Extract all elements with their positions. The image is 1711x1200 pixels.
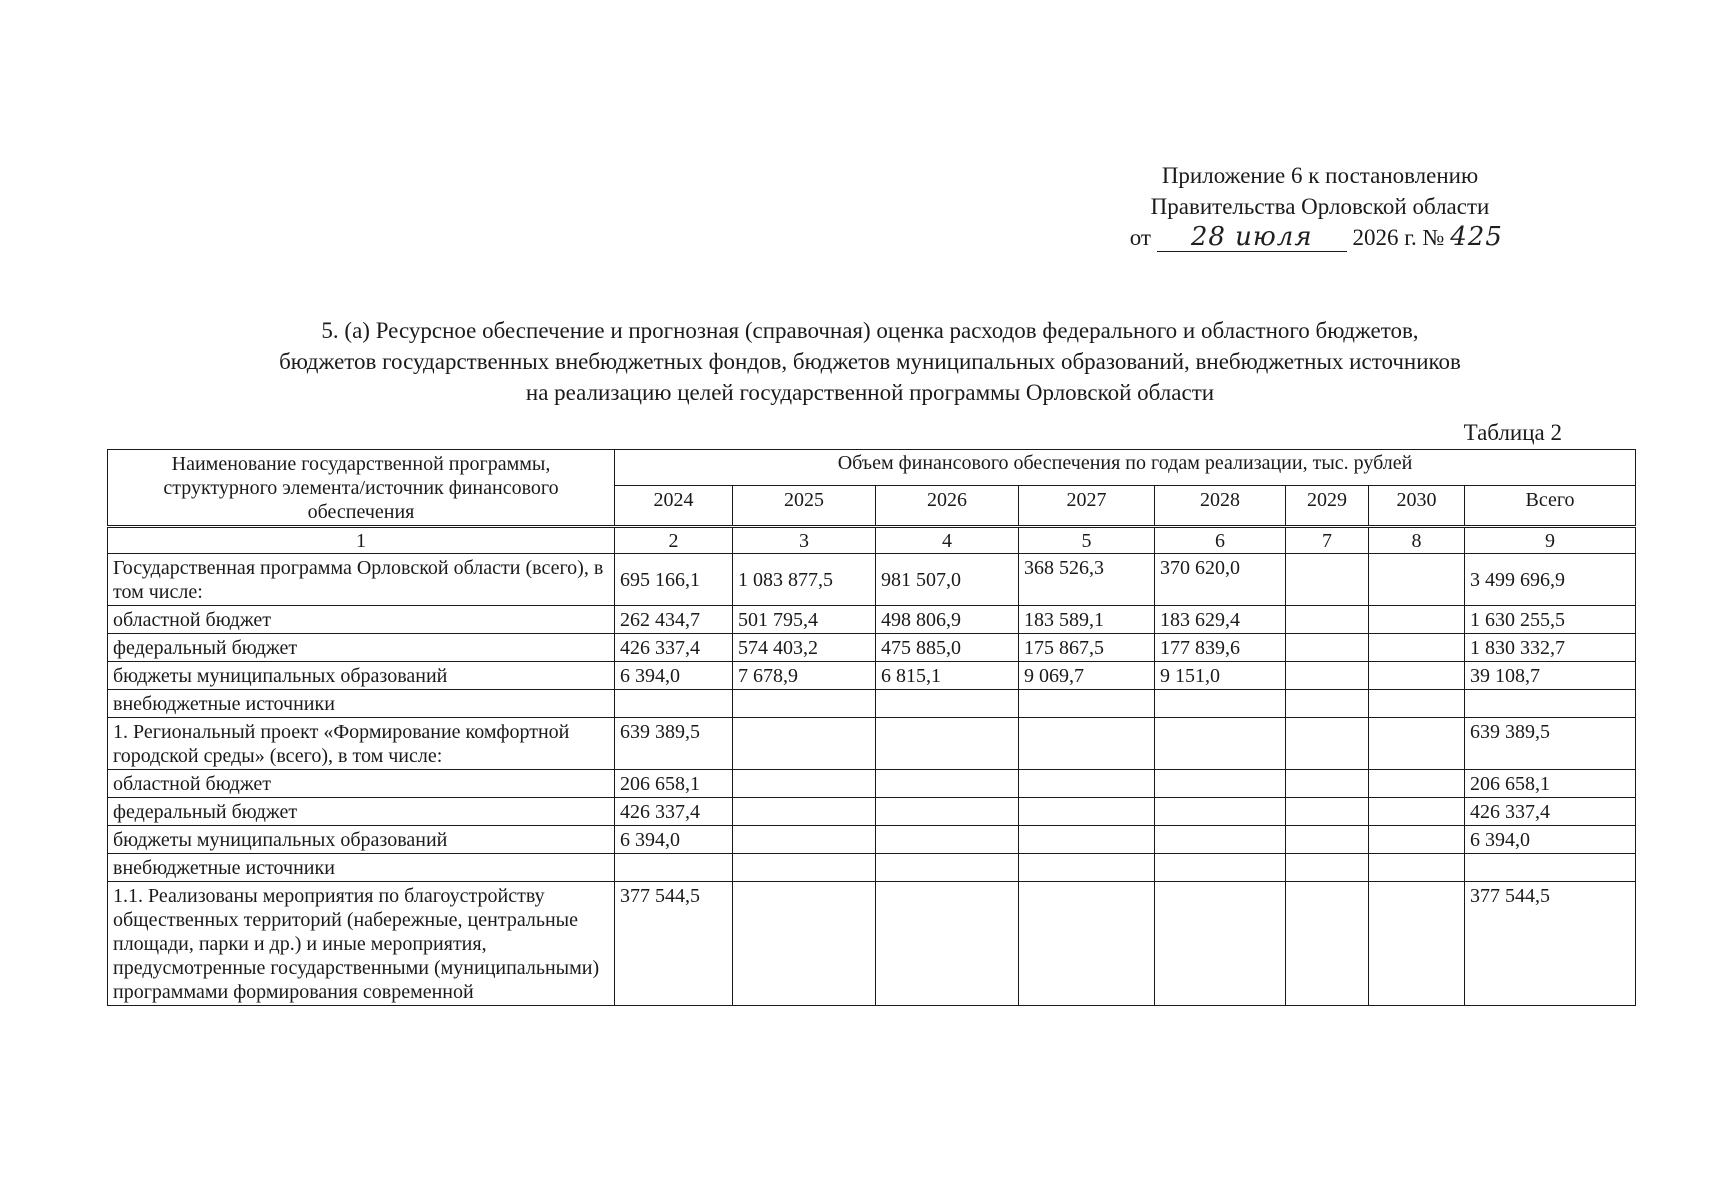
year-header: 2024 — [615, 486, 733, 527]
value-cell — [1369, 882, 1465, 1006]
value-cell: 501 795,4 — [733, 606, 876, 634]
value-cell: 39 108,7 — [1465, 662, 1636, 690]
column-index-cell: 4 — [876, 527, 1019, 554]
value-cell — [733, 718, 876, 770]
financing-table — [107, 449, 1636, 1006]
value-cell — [733, 854, 876, 882]
value-cell — [1286, 606, 1369, 634]
year-header: 2026 — [876, 486, 1019, 527]
year-header: 2025 — [733, 486, 876, 527]
value-cell — [876, 798, 1019, 826]
table-row — [108, 826, 1636, 854]
value-cell — [1286, 798, 1369, 826]
value-cell: 981 507,0 — [876, 554, 1019, 606]
value-cell — [1286, 554, 1369, 606]
value-cell — [1019, 882, 1155, 1006]
value-cell: 426 337,4 — [1465, 798, 1636, 826]
column-index-row — [108, 527, 1636, 554]
value-cell — [1286, 882, 1369, 1006]
table-row — [108, 770, 1636, 798]
value-cell — [1286, 634, 1369, 662]
table-row — [108, 854, 1636, 882]
value-cell — [1286, 770, 1369, 798]
year-header: 2028 — [1155, 486, 1286, 527]
value-cell — [1369, 690, 1465, 718]
value-cell: 639 389,5 — [1465, 718, 1636, 770]
column-index-cell: 3 — [733, 527, 876, 554]
value-cell — [1369, 606, 1465, 634]
value-cell — [1286, 718, 1369, 770]
value-cell — [876, 882, 1019, 1006]
year-and-number-label: 2026 г. № — [1352, 225, 1445, 250]
value-cell: 9 069,7 — [1019, 662, 1155, 690]
value-cell: 206 658,1 — [615, 770, 733, 798]
table-row — [108, 690, 1636, 718]
value-cell — [1155, 826, 1286, 854]
value-cell — [876, 770, 1019, 798]
value-cell — [1369, 798, 1465, 826]
appendix-line-3 — [1040, 222, 1600, 253]
value-cell: 426 337,4 — [615, 798, 733, 826]
column-index-cell: 5 — [1019, 527, 1155, 554]
column-index-cell: 7 — [1286, 527, 1369, 554]
value-cell: 7 678,9 — [733, 662, 876, 690]
column-index-cell: 2 — [615, 527, 733, 554]
value-cell: 695 166,1 — [615, 554, 733, 606]
table-caption: Таблица 2 — [1463, 420, 1562, 445]
name-column-header: Наименование государственной программы, структурного элемента/источник финансового обеспечения — [108, 450, 615, 527]
column-index-cell: 1 — [108, 527, 615, 554]
value-cell — [733, 690, 876, 718]
value-cell: 183 589,1 — [1019, 606, 1155, 634]
value-cell — [1369, 718, 1465, 770]
value-cell — [1286, 690, 1369, 718]
appendix-line-1: Приложение 6 к постановлению — [1161, 163, 1479, 188]
title-line-1: 5. (а) Ресурсное обеспечение и прогнозная (справочная) оценка расходов федерального и областного бюджетов, — [321, 318, 1419, 343]
value-cell: 498 806,9 — [876, 606, 1019, 634]
appendix-header — [1040, 160, 1600, 253]
value-cell — [733, 770, 876, 798]
value-cell — [1155, 854, 1286, 882]
value-cell — [733, 882, 876, 1006]
value-cell: 183 629,4 — [1155, 606, 1286, 634]
value-cell — [1465, 854, 1636, 882]
row-name-cell: 1.1. Реализованы мероприятия по благоустройству общественных территорий (набережные, центральные площади, парки и др.) и иные мероприятия, предусмотренные государственными (муниципальными) программами формирования современной — [108, 882, 615, 1006]
value-cell: 175 867,5 — [1019, 634, 1155, 662]
table-row — [108, 718, 1636, 770]
value-cell — [1369, 634, 1465, 662]
title-line-2: бюджетов государственных внебюджетных фондов, бюджетов муниципальных образований, внебюджетных источников — [279, 349, 1461, 374]
value-cell — [876, 718, 1019, 770]
value-cell: 1 830 332,7 — [1465, 634, 1636, 662]
column-index-cell: 8 — [1369, 527, 1465, 554]
value-cell: 377 544,5 — [615, 882, 733, 1006]
value-cell — [876, 690, 1019, 718]
year-header: 2029 — [1286, 486, 1369, 527]
year-header: 2030 — [1369, 486, 1465, 527]
row-name-cell: Государственная программа Орловской области (всего), в том числе: — [108, 554, 615, 606]
value-cell — [1369, 662, 1465, 690]
title-line-3: на реализацию целей государственной программы Орловской области — [525, 380, 1215, 405]
value-cell — [1019, 826, 1155, 854]
value-cell — [615, 690, 733, 718]
year-header: 2027 — [1019, 486, 1155, 527]
row-name-cell: областной бюджет — [108, 770, 615, 798]
value-cell — [1155, 798, 1286, 826]
table-row — [108, 798, 1636, 826]
value-cell — [733, 826, 876, 854]
table-row — [108, 634, 1636, 662]
table-row — [108, 554, 1636, 606]
value-cell: 177 839,6 — [1155, 634, 1286, 662]
year-header: Всего — [1465, 486, 1636, 527]
value-cell: 3 499 696,9 — [1465, 554, 1636, 606]
value-cell — [1019, 718, 1155, 770]
value-cell — [733, 798, 876, 826]
value-cell — [1369, 554, 1465, 606]
value-cell — [1286, 826, 1369, 854]
value-cell: 639 389,5 — [615, 718, 733, 770]
value-cell: 262 434,7 — [615, 606, 733, 634]
value-cell — [1286, 854, 1369, 882]
table-row — [108, 882, 1636, 1006]
value-cell — [1155, 770, 1286, 798]
row-name-cell: бюджеты муниципальных образований — [108, 826, 615, 854]
value-cell — [1465, 690, 1636, 718]
value-cell — [1369, 826, 1465, 854]
value-cell: 6 394,0 — [1465, 826, 1636, 854]
value-cell — [1019, 690, 1155, 718]
header-row-group — [108, 450, 1636, 486]
value-cell — [1286, 662, 1369, 690]
row-name-cell: бюджеты муниципальных образований — [108, 662, 615, 690]
value-cell: 574 403,2 — [733, 634, 876, 662]
row-name-cell: областной бюджет — [108, 606, 615, 634]
value-cell: 370 620,0 — [1155, 554, 1286, 606]
document-title — [110, 315, 1630, 408]
value-cell — [1369, 770, 1465, 798]
value-cell: 206 658,1 — [1465, 770, 1636, 798]
column-index-cell: 9 — [1465, 527, 1636, 554]
value-cell: 6 815,1 — [876, 662, 1019, 690]
handwritten-date: 28 июля — [1157, 223, 1347, 252]
value-cell — [615, 854, 733, 882]
value-cell: 426 337,4 — [615, 634, 733, 662]
financing-group-header: Объем финансового обеспечения по годам реализации, тыс. рублей — [615, 450, 1636, 486]
row-name-cell: 1. Региональный проект «Формирование комфортной городской среды» (всего), в том числе: — [108, 718, 615, 770]
value-cell — [1155, 718, 1286, 770]
row-name-cell: внебюджетные источники — [108, 690, 615, 718]
value-cell — [1369, 854, 1465, 882]
value-cell: 6 394,0 — [615, 826, 733, 854]
value-cell: 1 083 877,5 — [733, 554, 876, 606]
appendix-line-2: Правительства Орловской области — [1150, 194, 1490, 219]
value-cell: 475 885,0 — [876, 634, 1019, 662]
row-name-cell: федеральный бюджет — [108, 634, 615, 662]
value-cell: 368 526,3 — [1019, 554, 1155, 606]
value-cell — [1019, 770, 1155, 798]
row-name-cell: федеральный бюджет — [108, 798, 615, 826]
date-prefix: от — [1129, 225, 1151, 250]
handwritten-number: 425 — [1450, 222, 1503, 252]
column-index-cell: 6 — [1155, 527, 1286, 554]
value-cell — [876, 854, 1019, 882]
value-cell — [1019, 854, 1155, 882]
value-cell: 377 544,5 — [1465, 882, 1636, 1006]
table-row — [108, 606, 1636, 634]
value-cell — [1155, 882, 1286, 1006]
value-cell — [1019, 798, 1155, 826]
value-cell: 9 151,0 — [1155, 662, 1286, 690]
value-cell — [876, 826, 1019, 854]
value-cell: 6 394,0 — [615, 662, 733, 690]
value-cell — [1155, 690, 1286, 718]
value-cell: 1 630 255,5 — [1465, 606, 1636, 634]
table-row — [108, 662, 1636, 690]
row-name-cell: внебюджетные источники — [108, 854, 615, 882]
